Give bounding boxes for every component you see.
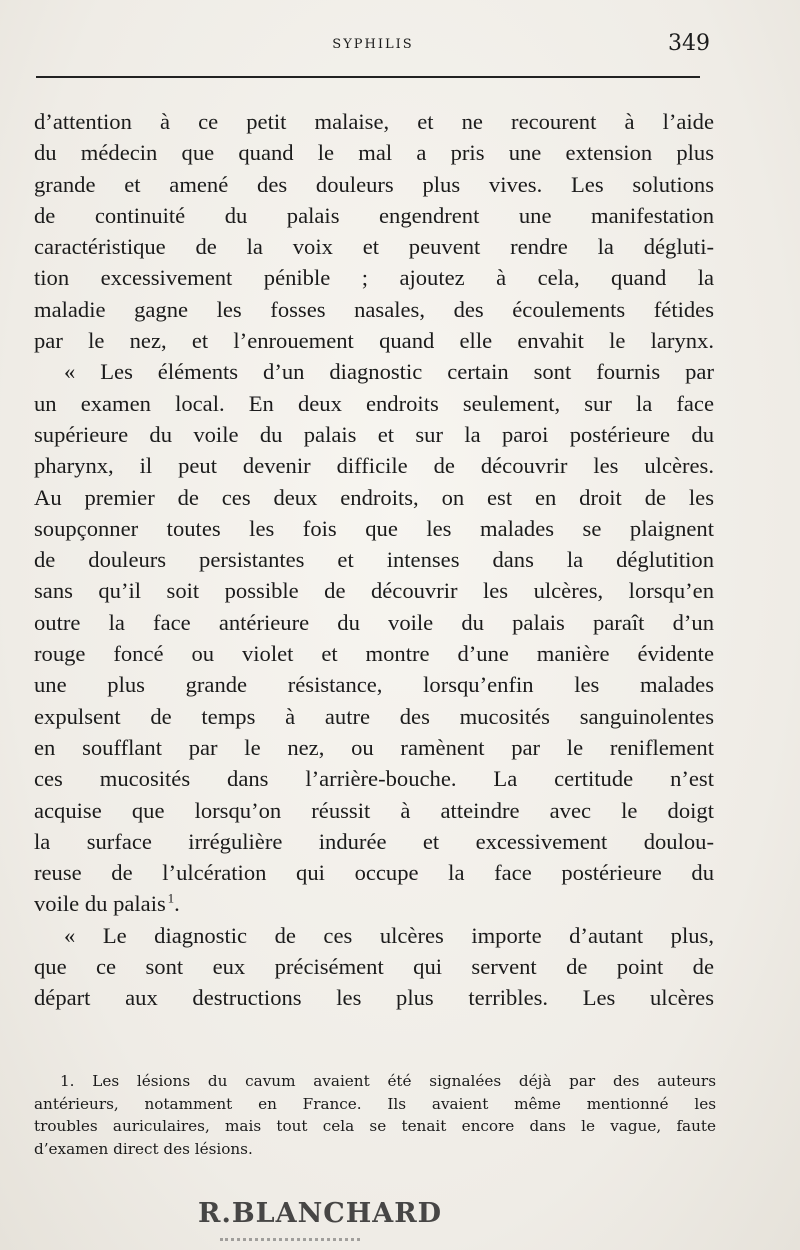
text-line: du médecin que quand le mal a pris une extension plus: [34, 140, 714, 166]
text-line: la surface irrégulière indurée et excessivement doulou-: [34, 828, 714, 854]
text-line: de continuité du palais engendrent une manifestation: [34, 202, 714, 228]
running-title: SYPHILIS: [332, 37, 414, 52]
page-number: 349: [668, 31, 710, 56]
footnote-line: d’examen direct des lésions.: [34, 1139, 253, 1158]
text-line: tion excessivement pénible ; ajoutez à cela, quand la: [34, 265, 714, 291]
body-text: [34, 106, 714, 1014]
text-line: que ce sont eux précisément qui servent de point de: [34, 954, 714, 980]
text-line: reuse de l’ulcération qui occupe la face postérieure du: [34, 860, 714, 886]
text-line: en soufflant par le nez, ou ramènent par le reniflement: [34, 734, 714, 760]
text-line: voile du palais: [34, 891, 166, 917]
text-line: Au premier de ces deux endroits, on est en droit de les: [34, 484, 714, 510]
text-line: maladie gagne les fosses nasales, des écoulements fétides: [34, 296, 714, 322]
stamp-underline: [220, 1238, 360, 1247]
text-line: acquise que lorsqu’on réussit à atteindre avec le doigt: [34, 797, 714, 823]
library-stamp: [198, 1198, 498, 1248]
text-line: supérieure du voile du palais et sur la paroi postérieure du: [34, 421, 714, 447]
header-rule: [36, 76, 700, 78]
text-line-with-footnote: [34, 888, 714, 919]
footnote-line: antérieurs, notamment en France. Ils avaient même mentionné les: [34, 1094, 716, 1113]
text-line: départ aux destructions les plus terribles. Les ulcères: [34, 985, 714, 1011]
stamp-text: R.BLANCHARD: [198, 1198, 443, 1229]
footnote-line: troubles auriculaires, mais tout cela se tenait encore dans le vague, faute: [34, 1117, 716, 1135]
text-line: par le nez, et l’enrouement quand elle envahit le larynx.: [34, 328, 714, 354]
text-line: rouge foncé ou violet et montre d’une manière évidente: [34, 641, 714, 667]
text-line: grande et amené des douleurs plus vives. Les solutions: [34, 171, 714, 197]
footnote-reference-suffix: .: [174, 891, 180, 917]
footnote-line: 1. Les lésions du cavum avaient été signalées déjà par des auteurs: [60, 1072, 716, 1090]
text-line: pharynx, il peut devenir difficile de découvrir les ulcères.: [34, 453, 714, 479]
text-line: ces mucosités dans l’arrière-bouche. La certitude n’est: [34, 766, 714, 792]
text-line: outre la face antérieure du voile du palais paraît d’un: [34, 609, 714, 635]
text-line: un examen local. En deux endroits seulement, sur la face: [34, 390, 714, 416]
text-line: « Les éléments d’un diagnostic certain sont fournis par: [64, 359, 714, 385]
footnote: [34, 1070, 716, 1160]
text-line: « Le diagnostic de ces ulcères importe d’autant plus,: [64, 922, 714, 948]
text-line: caractéristique de la voix et peuvent rendre la dégluti-: [34, 234, 714, 260]
text-line: sans qu’il soit possible de découvrir les ulcères, lorsqu’en: [34, 578, 714, 604]
text-line: de douleurs persistantes et intenses dans la déglutition: [34, 547, 714, 573]
text-line: d’attention à ce petit malaise, et ne recourent à l’aide: [34, 109, 714, 134]
running-head: [36, 33, 710, 59]
text-line: une plus grande résistance, lorsqu’enfin les malades: [34, 672, 714, 698]
text-line: expulsent de temps à autre des mucosités sanguinolentes: [34, 703, 714, 729]
text-line: soupçonner toutes les fois que les malades se plaignent: [34, 515, 714, 541]
footnote-reference[interactable]: 1: [167, 890, 175, 906]
